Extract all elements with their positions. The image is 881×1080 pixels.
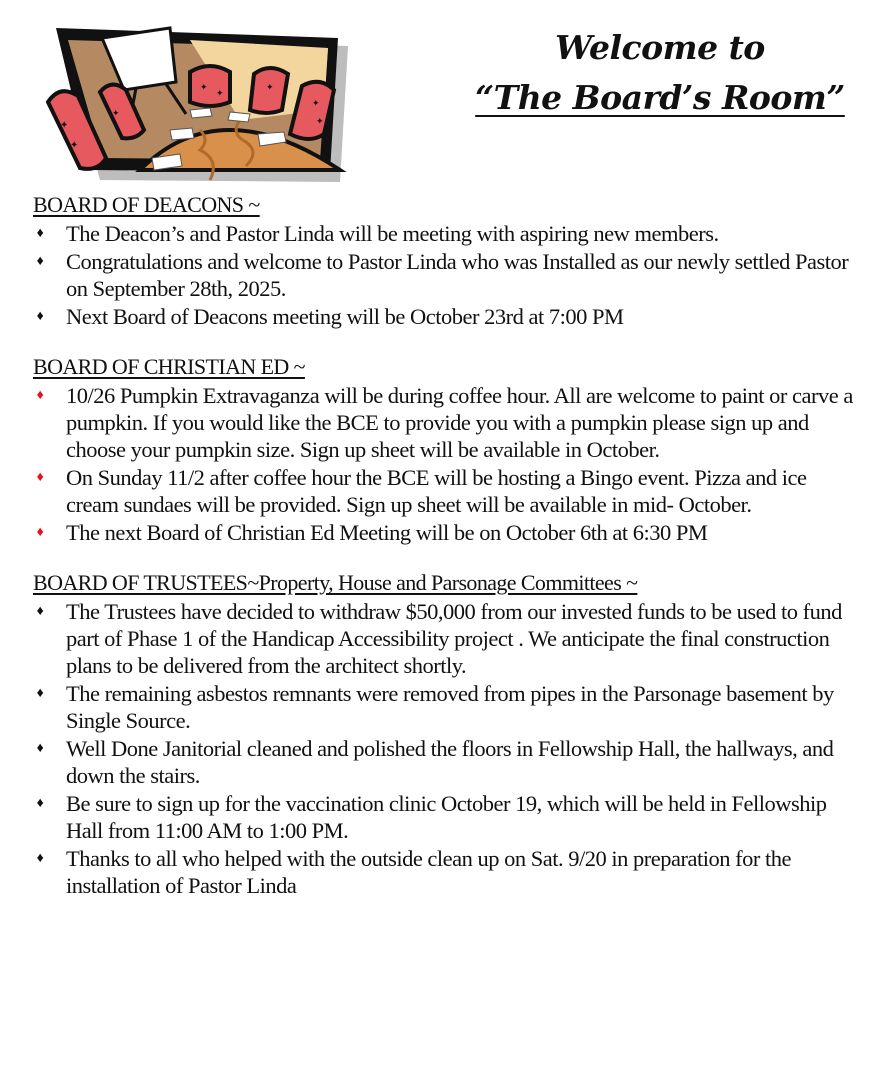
list-item <box>33 845 863 899</box>
list-item <box>33 790 863 844</box>
svg-text:✦: ✦ <box>200 82 208 92</box>
list-item-text: The Trustees have decided to withdraw $50,000 from our invested funds to be used to fund part of Phase 1 of the Handicap Accessibility project . We anticipate the final construction plans to be delivered from the architect shortly. <box>66 599 842 678</box>
section-heading: BOARD OF TRUSTEES~Property, House and Parsonage Committees ~ <box>33 570 638 595</box>
diamond-bullet-icon: ♦ <box>36 686 44 701</box>
bullet-list <box>33 382 863 546</box>
list-item <box>33 248 863 302</box>
list-item-text: The Deacon’s and Pastor Linda will be meeting with aspiring new members. <box>66 221 719 246</box>
svg-text:✦: ✦ <box>70 140 79 151</box>
diamond-bullet-icon: ♦ <box>36 309 44 324</box>
title-welcome: Welcome to <box>555 28 765 67</box>
bullet-list <box>33 598 863 899</box>
diamond-bullet-icon: ♦ <box>36 254 44 269</box>
page-title <box>470 26 850 120</box>
svg-text:✦: ✦ <box>316 116 324 126</box>
svg-text:✦: ✦ <box>266 82 274 92</box>
section-christian-ed <box>33 354 863 546</box>
list-item-text: The remaining asbestos remnants were removed from pipes in the Parsonage basement by Single Source. <box>66 681 834 733</box>
list-item <box>33 680 863 734</box>
list-item <box>33 464 863 518</box>
diamond-bullet-icon: ♦ <box>36 741 44 756</box>
boardroom-clipart <box>40 10 350 182</box>
diamond-bullet-icon: ♦ <box>36 388 44 403</box>
diamond-bullet-icon: ♦ <box>36 226 44 241</box>
bulletin-content <box>33 192 863 923</box>
diamond-bullet-icon: ♦ <box>36 796 44 811</box>
list-item-text: The next Board of Christian Ed Meeting will be on October 6th at 6:30 PM <box>66 520 708 545</box>
svg-text:✦: ✦ <box>60 120 69 131</box>
svg-text:✦: ✦ <box>312 98 320 108</box>
list-item <box>33 735 863 789</box>
list-item <box>33 303 863 330</box>
list-item-text: 10/26 Pumpkin Extravaganza will be during coffee hour. All are welcome to paint or carve a pumpkin. If you would like the BCE to provide you with a pumpkin please sign up and choose your pumpkin size. Sign up sheet will be available in October. <box>66 383 853 462</box>
list-item-text: Well Done Janitorial cleaned and polished the floors in Fellowship Hall, the hallways, and down the stairs. <box>66 736 834 788</box>
bullet-list <box>33 220 863 330</box>
list-item-text: Be sure to sign up for the vaccination clinic October 19, which will be held in Fellowship Hall from 11:00 AM to 1:00 PM. <box>66 791 827 843</box>
diamond-bullet-icon: ♦ <box>36 470 44 485</box>
list-item-text: Thanks to all who helped with the outside clean up on Sat. 9/20 in preparation for the installation of Pastor Linda <box>66 846 791 898</box>
svg-text:✦: ✦ <box>112 108 120 118</box>
svg-text:✦: ✦ <box>216 88 224 98</box>
title-boards-room: “The Board’s Room” <box>475 78 845 117</box>
diamond-bullet-icon: ♦ <box>36 851 44 866</box>
diamond-bullet-icon: ♦ <box>36 604 44 619</box>
list-item <box>33 220 863 247</box>
boardroom-meeting-icon <box>40 10 350 182</box>
diamond-bullet-icon: ♦ <box>36 525 44 540</box>
list-item-text: On Sunday 11/2 after coffee hour the BCE will be hosting a Bingo event. Pizza and ice cream sundaes will be provided. Sign up sheet will be available in mid- October. <box>66 465 807 517</box>
section-heading: BOARD OF DEACONS ~ <box>33 192 260 217</box>
list-item <box>33 598 863 679</box>
list-item-text: Next Board of Deacons meeting will be October 23rd at 7:00 PM <box>66 304 624 329</box>
list-item <box>33 382 863 463</box>
list-item-text: Congratulations and welcome to Pastor Linda who was Installed as our newly settled Pastor on September 28th, 2025. <box>66 249 849 301</box>
section-trustees <box>33 570 863 899</box>
section-deacons <box>33 192 863 330</box>
section-heading: BOARD OF CHRISTIAN ED ~ <box>33 354 305 379</box>
list-item <box>33 519 863 546</box>
